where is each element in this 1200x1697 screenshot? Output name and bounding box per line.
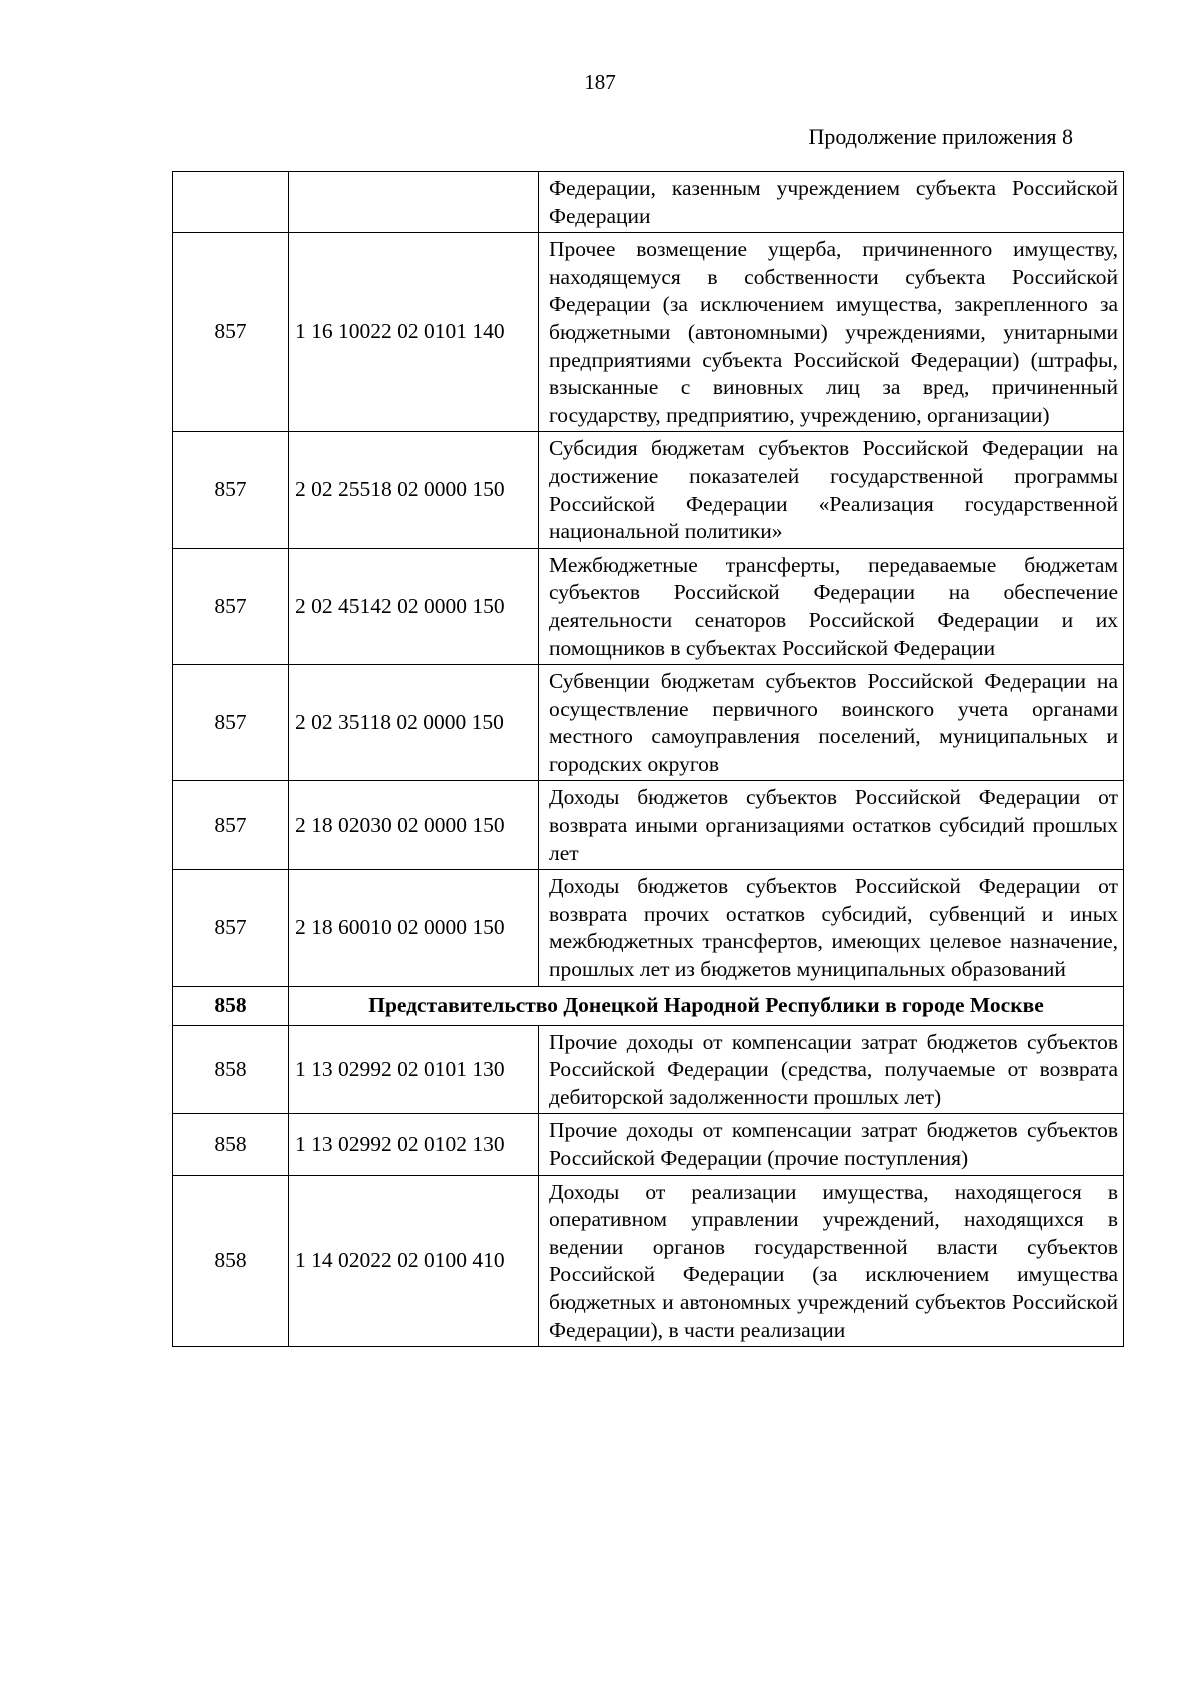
table-row: [173, 233, 1124, 432]
revenue-name-cell: Доходы бюджетов субъектов Российской Федерации от возврата иными организациями остатков субсидий прошлых лет: [539, 781, 1124, 870]
revenue-code-cell: 1 16 10022 02 0101 140: [289, 233, 539, 432]
revenue-name-cell: Прочее возмещение ущерба, причиненного имуществу, находящемуся в собственности субъекта Российской Федерации (за исключением имущества, закрепленного за бюджетными (автономными) учреждениями, унитарными предприятиями субъекта Российской Федерации) (штрафы, взысканные с виновных лиц за вред, причиненный государству, предприятию, учреждению, организации): [539, 233, 1124, 432]
admin-code-cell: [173, 172, 289, 233]
table-row: [173, 870, 1124, 986]
revenue-code-cell: 1 13 02992 02 0101 130: [289, 1025, 539, 1114]
appendix-note: Продолжение приложения 8: [808, 124, 1073, 149]
admin-code-cell: 857: [173, 665, 289, 781]
revenue-name-cell: Доходы бюджетов субъектов Российской Федерации от возврата прочих остатков субсидий, субвенций и иных межбюджетных трансфертов, имеющих целевое назначение, прошлых лет из бюджетов муниципальных образований: [539, 870, 1124, 986]
admin-code-cell: 857: [173, 781, 289, 870]
revenue-code-cell: 2 02 45142 02 0000 150: [289, 548, 539, 664]
table-row: [173, 1114, 1124, 1175]
table-row: [173, 548, 1124, 664]
table-row: [173, 172, 1124, 233]
table-row: [173, 665, 1124, 781]
admin-code-cell: 858: [173, 1175, 289, 1347]
revenue-code-cell: 2 02 25518 02 0000 150: [289, 432, 539, 548]
revenue-name-cell: Прочие доходы от компенсации затрат бюджетов субъектов Российской Федерации (средства, получаемые от возврата дебиторской задолженности прошлых лет): [539, 1025, 1124, 1114]
revenue-table-body: [173, 172, 1124, 1347]
revenue-name-cell: Субвенции бюджетам субъектов Российской Федерации на осуществление первичного воинского учета органами местного самоуправления поселений, муниципальных и городских округов: [539, 665, 1124, 781]
admin-code-cell: 858: [173, 1114, 289, 1175]
page-number: 187: [584, 70, 616, 94]
revenue-table: [172, 171, 1124, 1347]
admin-code-cell: 857: [173, 870, 289, 986]
revenue-code-cell: 1 14 02022 02 0100 410: [289, 1175, 539, 1347]
table-row: [173, 781, 1124, 870]
table-row: [173, 432, 1124, 548]
revenue-code-cell: 1 13 02992 02 0102 130: [289, 1114, 539, 1175]
admin-code-cell: 858: [173, 1025, 289, 1114]
revenue-name-cell: Доходы от реализации имущества, находящегося в оперативном управлении учреждений, находящихся в ведении органов государственной власти субъектов Российской Федерации (за исключением имущества бюджетных и автономных учреждений субъектов Российской Федерации), в части реализации: [539, 1175, 1124, 1347]
table-group-row: [173, 986, 1124, 1025]
admin-code-cell: 857: [173, 432, 289, 548]
admin-code-cell: 857: [173, 233, 289, 432]
table-row: [173, 1175, 1124, 1347]
table-row: [173, 1025, 1124, 1114]
revenue-name-cell: Субсидия бюджетам субъектов Российской Федерации на достижение показателей государственной программы Российской Федерации «Реализация государственной национальной политики»: [539, 432, 1124, 548]
revenue-code-cell: 2 18 02030 02 0000 150: [289, 781, 539, 870]
revenue-code-cell: 2 18 60010 02 0000 150: [289, 870, 539, 986]
revenue-code-cell: [289, 172, 539, 233]
revenue-name-cell: Межбюджетные трансферты, передаваемые бюджетам субъектов Российской Федерации на обеспечение деятельности сенаторов Российской Федерации и их помощников в субъектах Российской Федерации: [539, 548, 1124, 664]
revenue-code-cell: 2 02 35118 02 0000 150: [289, 665, 539, 781]
admin-code-cell: 857: [173, 548, 289, 664]
admin-code-cell: 858: [173, 986, 289, 1025]
revenue-name-cell: Федерации, казенным учреждением субъекта Российской Федерации: [539, 172, 1124, 233]
administrator-title-cell: Представительство Донецкой Народной Республики в городе Москве: [289, 986, 1124, 1025]
revenue-name-cell: Прочие доходы от компенсации затрат бюджетов субъектов Российской Федерации (прочие поступления): [539, 1114, 1124, 1175]
